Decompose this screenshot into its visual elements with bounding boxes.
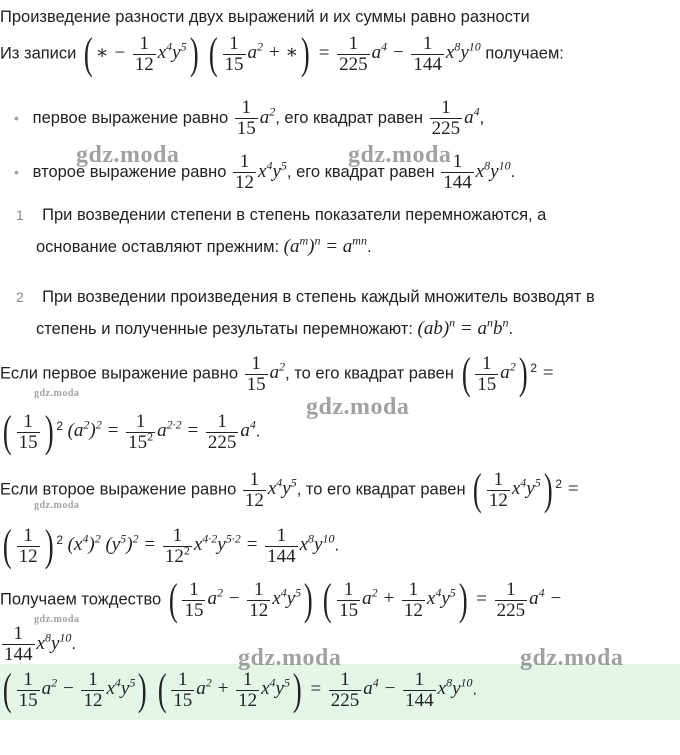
watermark: gdz.moda xyxy=(76,142,180,168)
if-first-calc: ( $\frac{1}{15}$ ) $^2$ $(a^2)^2$ = $\frac{1}{15^2}$ $a^{2\cdot 2}$ = $\frac{1}{225}$ $a^4$. xyxy=(2,407,261,456)
heading: Произведение разности двух выражений и их суммы равно разности xyxy=(0,8,530,26)
watermark: gdz.moda xyxy=(520,645,624,671)
bullet-item: • второе выражение равно $\frac{1}{12}$ $x^4y^5$, его квадрат равен $\frac{1}{144}$ $x^8y^{10}$. xyxy=(14,151,516,193)
watermark: gdz.moda xyxy=(238,645,342,671)
watermark: gdz.moda xyxy=(306,394,410,420)
final-identity: ( $\frac{1}{15}$ $a^2$ − $\frac{1}{12}$ $x^4y^5$) ( $\frac{1}{15}$ $a^2$ + $\frac{1}{12}$ $x^4y^5$) = $\frac{1}{225}$ $a^4$ − $\frac{1}{144}$ $x^8y^{10}$. xyxy=(2,665,478,714)
bullet-item: • первое выражение равно $\frac{1}{15}$ $a^2$, его квадрат равен $\frac{1}{225}$ $a^4$, xyxy=(14,97,485,139)
watermark: gdz.moda xyxy=(348,142,452,168)
rule-item: 1 При возведении степени в степень показатели перемножаются, а xyxy=(16,206,547,224)
rule-line: степень и полученные результаты перемножают: $(ab)^n = a^nb^n$. xyxy=(36,315,514,339)
bullet-dot-icon: • xyxy=(14,109,19,126)
intro-suffix: получаем: xyxy=(485,44,564,63)
watermark: gdz.moda xyxy=(34,614,80,625)
rule-line: основание оставляют прежним: $(a^m)^n = a^{mn}$. xyxy=(36,233,372,257)
identity-line: Получаем тождество ( $\frac{1}{15}$ $a^2$ − $\frac{1}{12}$ $x^4y^5$) ( $\frac{1}{15}$ $a^2$ + $\frac{1}{12}$ $x^4y^5$) = $\frac{1}{225}$ $a^4$ − xyxy=(0,575,563,624)
identity-continuation: $\frac{1}{144}$ $x^8y^{10}$. xyxy=(4,623,76,665)
rule-item: 2 При возведении произведения в степень каждый множитель возводят в xyxy=(16,288,595,306)
if-first-line: Если первое выражение равно $\frac{1}{15}$ $a^2$, то его квадрат равен ( $\frac{1}{15}$ $a^2$) $^2$ = xyxy=(0,349,555,398)
intro-line: Из записи ( ∗ − $\frac{1}{12}$ $x^4y^5$) ( $\frac{1}{15}$ $a^2$ + ∗) = $\frac{1}{225}$ $a^4$ − $\frac{1}{144}$ $x^8y^{10}$ получаем: xyxy=(0,29,564,78)
watermark: gdz.moda xyxy=(34,500,80,511)
watermark: gdz.moda xyxy=(34,388,80,399)
if-second-calc: ( $\frac{1}{12}$ ) $^2$ $(x^4)^2$ $(y^5)^2$ = $\frac{1}{12^2}$ $x^{4\cdot 2}y^{5\cdot 2}$ = $\frac{1}{144}$ $x^8y^{10}$. xyxy=(2,521,340,570)
if-second-line: Если второе выражение равно $\frac{1}{12}$ $x^4y^5$, то его квадрат равен ( $\frac{1}{12}$ $x^4y^5$) $^2$ = xyxy=(0,465,580,514)
bullet-dot-icon: • xyxy=(14,163,19,180)
intro-prefix: Из записи xyxy=(0,44,77,63)
